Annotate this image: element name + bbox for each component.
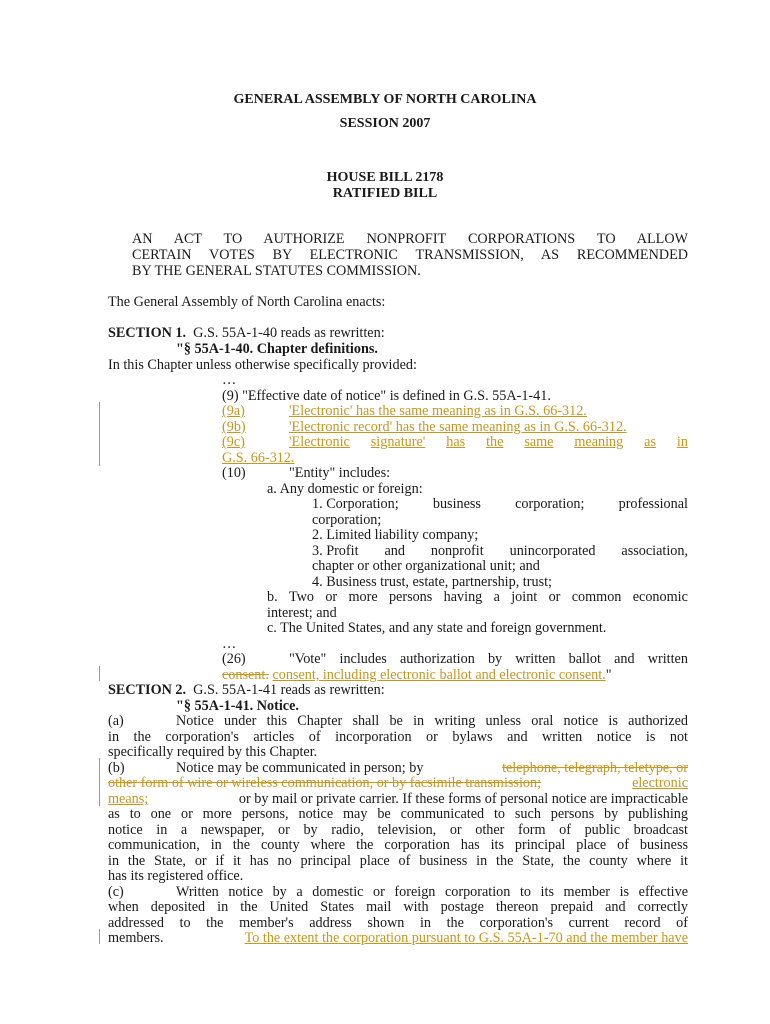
paragraph-c-line: members. To the extent the corporation pursuant to G.S. 55A-1-70 and the member have xyxy=(108,930,688,946)
paragraph-b-number: (b) xyxy=(108,760,125,776)
subitem-a1-continued: corporation; xyxy=(312,512,382,528)
subitem-c: c. The United States, and any state and foreign government. xyxy=(267,620,607,636)
change-bar xyxy=(99,758,100,806)
paragraph-c-line: Written notice by a domestic or foreign corporation to its member is effective xyxy=(176,884,688,900)
assembly-heading: GENERAL ASSEMBLY OF NORTH CAROLINA xyxy=(233,92,537,107)
paragraph-a-line: specifically required by this Chapter. xyxy=(108,744,318,760)
definition-10-text: "Entity" includes: xyxy=(289,465,391,481)
subitem-a2: 2. Limited liability company; xyxy=(312,527,479,543)
definition-10-number: (10) xyxy=(222,465,246,481)
paragraph-b-line: as to one or more persons, notice may be communicated to such persons by publishing xyxy=(108,806,688,822)
definition-26-continued: consent. consent, including electronic ballot and electronic consent." xyxy=(222,667,612,683)
change-bar xyxy=(99,402,100,466)
paragraph-a-number: (a) xyxy=(108,713,124,729)
subitem-a1: 1. Corporation; business corporation; professional xyxy=(312,496,688,512)
subitem-b-continued: interest; and xyxy=(267,605,337,621)
definition-9a-text: 'Electronic' has the same meaning as in G.S. 66-312. xyxy=(289,403,587,419)
enacting-clause: The General Assembly of North Carolina enacts: xyxy=(108,294,386,310)
paragraph-b-line: means; or by mail or private carrier. If these forms of personal notice are impracticable xyxy=(108,791,688,807)
section-2-intro xyxy=(108,682,385,698)
bill-status: RATIFIED BILL xyxy=(332,186,438,201)
paragraph-b-line: Notice may be communicated in person; by telephone, telegraph, teletype, or xyxy=(176,760,688,776)
paragraph-b-line xyxy=(108,775,688,791)
section-label: SECTION 2. xyxy=(108,682,187,698)
paragraph-b-line: communication, in the county where the corporation has its principal place of business xyxy=(108,837,688,853)
definition-9b-text: 'Electronic record' has the same meaning as in G.S. 66-312. xyxy=(289,419,627,435)
definition-9: (9) "Effective date of notice" is defined in G.S. 55A-1-41. xyxy=(222,388,551,404)
statute-heading: "§ 55A-1-40. Chapter definitions. xyxy=(176,341,378,357)
subitem-a3: 3. Profit and nonprofit unincorporated association, xyxy=(312,543,688,559)
act-title-line: BY THE GENERAL STATUTES COMMISSION. xyxy=(132,263,421,279)
act-title-line: AN ACT TO AUTHORIZE NONPROFIT CORPORATIONS TO ALLOW xyxy=(132,231,688,247)
ellipsis: … xyxy=(222,636,237,652)
paragraph-b-line: in the State, or if it has no principal place of business in the State, the county where it xyxy=(108,853,688,869)
inserted-text: means; xyxy=(108,791,149,807)
change-bar xyxy=(99,666,100,681)
section-label: SECTION 1. xyxy=(108,325,187,341)
deleted-text: consent. xyxy=(222,667,269,683)
paragraph-a-line: in the corporation's articles of incorporation or bylaws and written notice is not xyxy=(108,729,688,745)
section-text: G.S. 55A-1-41 reads as rewritten: xyxy=(193,682,385,698)
definition-9b-number: (9b) xyxy=(222,419,246,435)
definition-26-text: "Vote" includes authorization by written ballot and written xyxy=(289,651,688,667)
inserted-text: To the extent the corporation pursuant to G.S. 55A-1-70 and the member have xyxy=(244,930,688,946)
definition-9c-text: 'Electronic signature' has the same meaning as in xyxy=(289,434,688,450)
deleted-text: other form of wire or wireless communication, or by facsimile transmission; xyxy=(108,775,542,791)
definitions-intro: In this Chapter unless otherwise specifically provided: xyxy=(108,357,417,373)
subitem-a4: 4. Business trust, estate, partnership, trust; xyxy=(312,574,552,590)
paragraph-c-number: (c) xyxy=(108,884,124,900)
subitem-a: a. Any domestic or foreign: xyxy=(267,481,423,497)
section-1-intro xyxy=(108,325,385,341)
subitem-a3-continued: chapter or other organizational unit; and xyxy=(312,558,540,574)
paragraph-c-line: addressed to the member's address shown in the corporation's current record of xyxy=(108,915,688,931)
paragraph-a-line: Notice under this Chapter shall be in writing unless oral notice is authorized xyxy=(176,713,688,729)
act-title-line: CERTAIN VOTES BY ELECTRONIC TRANSMISSION, AS RECOMMENDED xyxy=(132,247,688,263)
section-text: G.S. 55A-1-40 reads as rewritten: xyxy=(193,325,385,341)
session-heading: SESSION 2007 xyxy=(339,116,431,131)
definition-26-number: (26) xyxy=(222,651,246,667)
subitem-b: b. Two or more persons having a joint or common economic xyxy=(267,589,688,605)
paragraph-b-line: notice in a newspaper, or by radio, television, or other form of public broadcast xyxy=(108,822,688,838)
definition-9c-text-continued: G.S. 66-312. xyxy=(222,450,295,466)
bill-number: HOUSE BILL 2178 xyxy=(326,170,444,185)
change-bar xyxy=(99,929,100,944)
statute-heading: "§ 55A-1-41. Notice. xyxy=(176,698,299,714)
paragraph-b-line: has its registered office. xyxy=(108,868,244,884)
definition-9a-number: (9a) xyxy=(222,403,245,419)
ellipsis: … xyxy=(222,372,237,388)
paragraph-c-line: when deposited in the United States mail with postage thereon prepaid and correctly xyxy=(108,899,688,915)
definition-9c-number: (9c) xyxy=(222,434,245,450)
inserted-text: consent, including electronic ballot and electronic consent. xyxy=(272,667,606,683)
deleted-text: telephone, telegraph, teletype, or xyxy=(502,760,688,776)
inserted-text: electronic xyxy=(632,775,688,791)
